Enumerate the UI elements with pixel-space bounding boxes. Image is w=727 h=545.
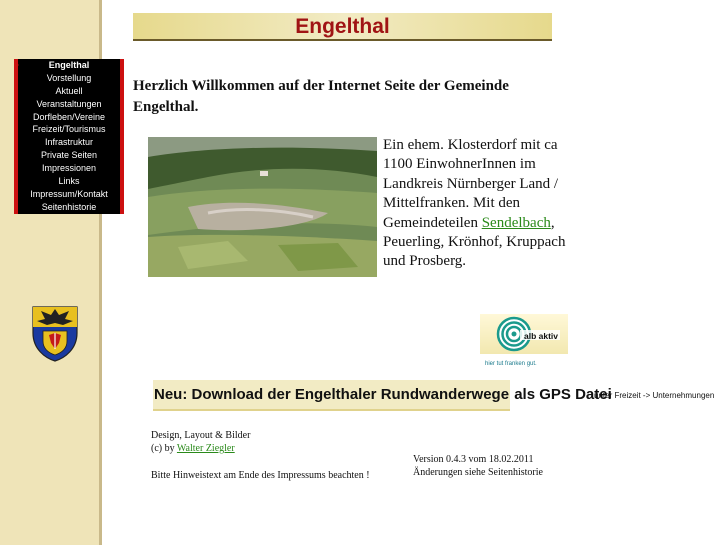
nav-item-private-seiten[interactable]: Private Seiten	[40, 150, 98, 161]
author-link[interactable]: Walter Ziegler	[176, 443, 235, 454]
coat-of-arms-icon	[29, 303, 81, 363]
main-navigation	[14, 59, 124, 214]
intro-text-start: Ein ehem. Klosterdorf mit ca 1100 EinwohnerInnen im Landkreis Nürnberger Land / Mittelfranken. Mit den Gemeindeteilen	[383, 137, 559, 231]
nav-item-impressionen[interactable]: Impressionen	[41, 163, 97, 174]
gps-location-note: unter Freizeit -> Unternehmungen	[594, 391, 715, 400]
footer-copyright	[151, 442, 235, 455]
alb-aktiv-logo[interactable]	[466, 310, 570, 368]
alb-aktiv-slogan: hier tut franken gut.	[485, 361, 537, 367]
nav-item-aktuell[interactable]: Aktuell	[55, 85, 83, 96]
nav-item-freizeit-tourismus[interactable]: Freizeit/Tourismus	[32, 124, 106, 135]
page-header	[133, 13, 552, 41]
nav-item-vorstellung[interactable]: Vorstellung	[46, 72, 92, 83]
gps-download-highlight[interactable]: Neu: Download der Engelthaler Rundwanderwege	[153, 380, 510, 411]
footer-hint: Bitte Hinweistext am Ende des Impressums beachten !	[151, 470, 370, 481]
nav-item-dorfleben-vereine[interactable]: Dorfleben/Vereine	[32, 111, 106, 122]
nav-item-seitenhistorie[interactable]: Seitenhistorie	[41, 201, 97, 212]
nav-item-links[interactable]: Links	[58, 176, 80, 187]
footer-copyright-prefix: (c) by	[151, 443, 177, 454]
nav-item-impressum-kontakt[interactable]: Impressum/Kontakt	[30, 188, 108, 199]
footer-version: Version 0.4.3 vom 18.02.2011	[413, 454, 534, 465]
intro-text	[383, 136, 568, 272]
nav-item-engelthal[interactable]: Engelthal	[48, 60, 90, 70]
nav-item-veranstaltungen[interactable]: Veranstaltungen	[36, 98, 102, 109]
alb-aktiv-name: alb aktiv	[524, 331, 559, 341]
sendelbach-link[interactable]: Sendelbach	[481, 214, 551, 231]
gps-download-banner[interactable]	[153, 380, 612, 409]
aerial-village-photo	[148, 137, 377, 277]
gps-download-suffix[interactable]: als GPS Datei	[510, 386, 612, 403]
nav-item-infrastruktur[interactable]: Infrastruktur	[44, 137, 93, 148]
footer-changes: Änderungen siehe Seitenhistorie	[413, 467, 543, 478]
welcome-heading: Herzlich Willkommen auf der Internet Seite der Gemeinde Engelthal.	[133, 78, 509, 115]
intro-text-end: , Peuerling, Krönhof, Kruppach und Prosberg.	[383, 214, 566, 270]
active-arrow-icon	[14, 62, 19, 68]
page-title: Engelthal	[295, 15, 390, 38]
footer-design-credit: Design, Layout & Bilder	[151, 430, 251, 441]
